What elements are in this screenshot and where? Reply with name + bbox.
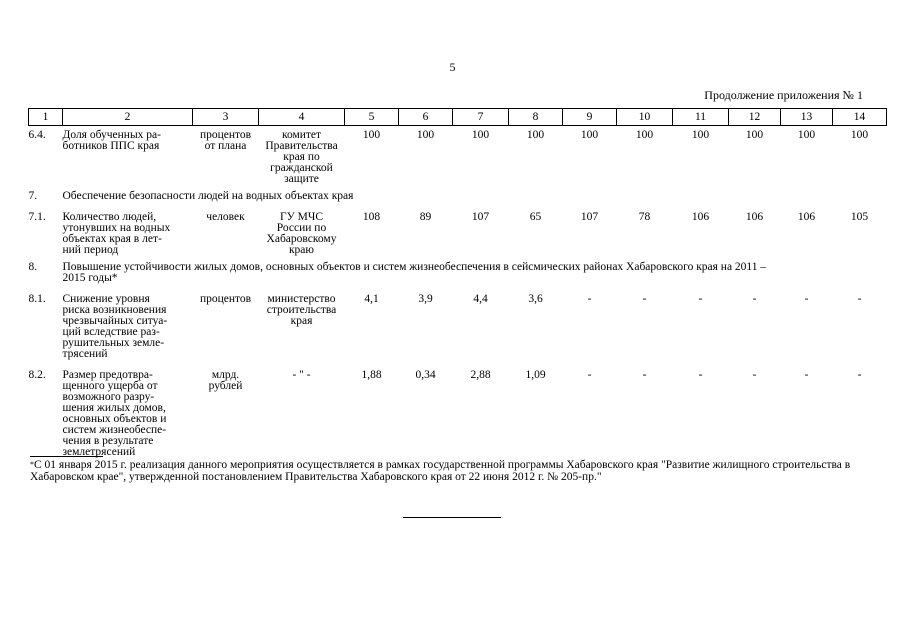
value-cell: 2,88 <box>470 369 491 381</box>
value-cell: - <box>804 293 809 305</box>
footnote-text: С 01 января 2015 г. реализация данного мероприятия осуществляется в рамках государственной программы Хабаровского края "Развитие жилищного строительства в Хабаровском крае", утвержденной постановлением Правительства Хабаровского края от 22 июня 2012 г. № 205-пр." <box>30 459 851 483</box>
value-cell: 89 <box>419 211 432 223</box>
footnote <box>30 459 876 483</box>
value-cell: - <box>587 369 592 381</box>
row-number: 8.1. <box>28 293 46 305</box>
responsible-cell: ГУ МЧС России по Хабаровскому краю <box>266 211 337 256</box>
value-cell: 100 <box>850 129 869 141</box>
value-cell: 100 <box>526 129 545 141</box>
value-cell: 3,9 <box>418 293 433 305</box>
indicator-name: Доля обученных ра- ботников ППС края <box>62 129 161 152</box>
column-header: 9 <box>563 109 617 126</box>
indicator-name: Снижение уровня риска возникновения чрезвычайных ситуа- ций вследствие раз- рушительных земле- трясений <box>62 293 168 360</box>
column-header: 12 <box>729 109 781 126</box>
value-cell: 107 <box>471 211 490 223</box>
column-header: 2 <box>63 109 193 126</box>
column-header: 13 <box>781 109 833 126</box>
value-cell: - <box>752 293 757 305</box>
row-number: 7.1. <box>28 211 46 223</box>
unit-cell: процентов от плана <box>199 129 252 152</box>
value-cell: - <box>857 369 862 381</box>
value-cell: 106 <box>691 211 710 223</box>
value-cell: 106 <box>745 211 764 223</box>
responsible-cell: министерство строительства края <box>266 293 337 327</box>
indicators-table <box>28 108 887 464</box>
value-cell: - <box>642 293 647 305</box>
responsible-cell: комитет Правительства края по гражданской защите <box>265 129 338 185</box>
page-number: 5 <box>449 60 456 74</box>
column-header: 1 <box>29 109 63 126</box>
value-cell: 1,88 <box>361 369 382 381</box>
column-header: 7 <box>453 109 509 126</box>
value-cell: 0,34 <box>415 369 436 381</box>
value-cell: - <box>804 369 809 381</box>
value-cell: 105 <box>850 211 869 223</box>
row-number: 6.4. <box>28 129 46 141</box>
section-number: 8. <box>28 261 38 273</box>
unit-cell: млрд. рублей <box>208 369 243 392</box>
table-body <box>29 126 887 465</box>
column-header: 10 <box>617 109 673 126</box>
row-number: 8.2. <box>28 369 46 381</box>
section-title: Повышение устойчивости жилых домов, основных объектов и систем жизнеобеспечения в сейсмических районах Хабаровского края на 2011 – 2015 годы* <box>62 261 767 284</box>
value-cell: - <box>752 369 757 381</box>
section-row <box>29 191 887 208</box>
section-title: Обеспечение безопасности людей на водных объектах края <box>62 190 354 202</box>
value-cell: 100 <box>691 129 710 141</box>
indicator-name: Размер предотвра- щенного ущерба от возможного разру- шения жилых домов, основных объектов и систем жизнеобеспе- чения в результате землетрясений <box>62 369 167 458</box>
section-row <box>29 262 887 290</box>
value-cell: 4,1 <box>364 293 379 305</box>
unit-cell: процентов <box>199 293 252 305</box>
value-cell: 65 <box>529 211 542 223</box>
value-cell: 78 <box>638 211 651 223</box>
footnote-divider <box>30 456 103 457</box>
value-cell: 106 <box>797 211 816 223</box>
value-cell: - <box>642 369 647 381</box>
value-cell: 100 <box>416 129 435 141</box>
column-header: 14 <box>833 109 887 126</box>
unit-cell: человек <box>206 211 245 223</box>
value-cell: 3,6 <box>528 293 543 305</box>
table-row <box>29 126 887 192</box>
table-row <box>29 208 887 262</box>
value-cell: - <box>587 293 592 305</box>
column-header: 3 <box>193 109 259 126</box>
table-header-row <box>29 109 887 126</box>
value-cell: 1,09 <box>525 369 546 381</box>
end-divider <box>403 517 501 518</box>
continuation-label: Продолжение приложения № 1 <box>704 88 863 102</box>
value-cell: 100 <box>635 129 654 141</box>
value-cell: 100 <box>471 129 490 141</box>
value-cell: 108 <box>362 211 381 223</box>
responsible-cell: - " - <box>292 369 311 381</box>
value-cell: 100 <box>745 129 764 141</box>
column-header: 4 <box>259 109 345 126</box>
column-header: 11 <box>673 109 729 126</box>
value-cell: - <box>698 293 703 305</box>
column-header: 8 <box>509 109 563 126</box>
column-header: 5 <box>345 109 399 126</box>
table-row <box>29 290 887 366</box>
value-cell: 100 <box>580 129 599 141</box>
column-header: 6 <box>399 109 453 126</box>
value-cell: - <box>857 293 862 305</box>
value-cell: - <box>698 369 703 381</box>
value-cell: 100 <box>362 129 381 141</box>
value-cell: 4,4 <box>473 293 488 305</box>
value-cell: 107 <box>580 211 599 223</box>
indicator-name: Количество людей, утонувших на водных объектах края в лет- ний период <box>62 211 171 256</box>
value-cell: 100 <box>797 129 816 141</box>
footnote-mark: * <box>30 460 34 469</box>
section-number: 7. <box>28 190 38 202</box>
table-row <box>29 366 887 464</box>
